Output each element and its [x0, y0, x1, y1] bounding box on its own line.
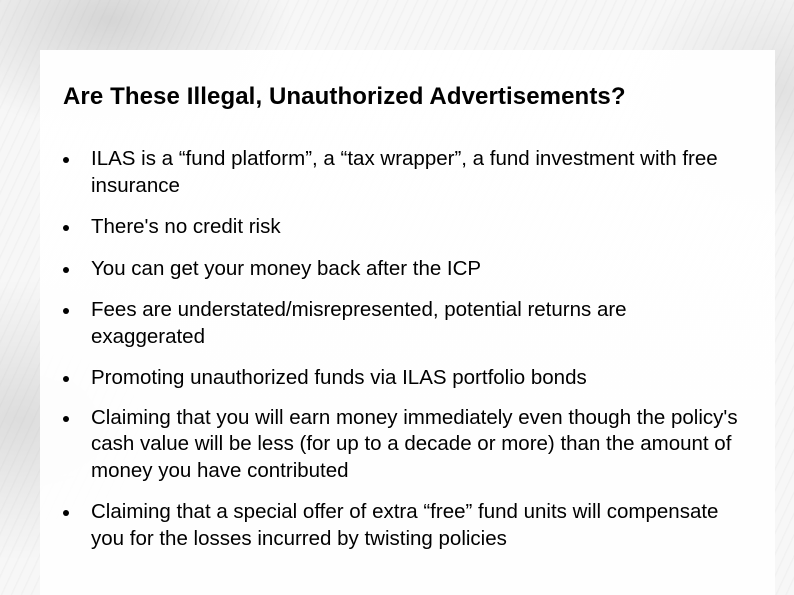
- bullet-dot-icon: [63, 225, 69, 231]
- bullet-item: [63, 297, 743, 350]
- bullet-text: ILAS is a “fund platform”, a “tax wrapper”, a fund investment with free insurance: [91, 147, 718, 197]
- bullet-text: You can get your money back after the ICP: [91, 256, 482, 280]
- bullet-dot-icon: [63, 308, 69, 314]
- bullet-list: [63, 146, 743, 552]
- bullet-text: Claiming that you will earn money immediately even though the policy's cash value will be less (for up to a decade or more) than the amount of money you have contributed: [91, 405, 738, 482]
- bullet-item: [63, 214, 743, 241]
- bullet-item: [63, 499, 743, 552]
- bullet-dot-icon: [63, 157, 69, 163]
- bullet-text: There's no credit risk: [91, 215, 281, 238]
- bullet-dot-icon: [63, 416, 69, 422]
- bullet-text: Fees are understated/misrepresented, potential returns are exaggerated: [91, 298, 627, 348]
- bullet-dot-icon: [63, 267, 69, 273]
- bullet-item: [63, 146, 743, 199]
- bullet-text: Promoting unauthorized funds via ILAS portfolio bonds: [91, 366, 587, 389]
- bullet-item: [63, 405, 743, 485]
- bullet-text: Claiming that a special offer of extra “free” fund units will compensate you for the losses incurred by twisting policies: [91, 500, 719, 550]
- bullet-item: [63, 365, 743, 392]
- bullet-dot-icon: [63, 510, 69, 516]
- slide-title: Are These Illegal, Unauthorized Advertisements?: [63, 83, 626, 110]
- bullet-item: [63, 256, 743, 283]
- bullet-dot-icon: [63, 376, 69, 382]
